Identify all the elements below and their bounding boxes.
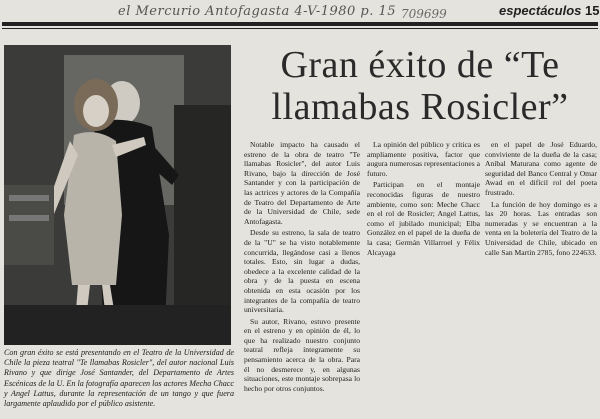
dancers-illustration — [4, 45, 231, 345]
paragraph: Notable impacto ha causado el estreno de la obra de teatro "Te llamabas Rosicler", del autor Luis Rivano, bajo la dirección de José Santander y con la participación de las actrices y actores de la Compañía de Teatro del Departamento de Arte de la Universidad de Chile, sede Antofagasta. — [244, 140, 360, 226]
paragraph: Desde su estreno, la sala de teatro de la "U" se ha visto notablemente concurrida, llegándose casi a llenos totales. Esto, sin lugar a dudas, obedece a la excelente calidad de la obra y de la puesta en escena obtenida en esta ocasión por los integrantes de la compañía de teatro universitaria. — [244, 228, 360, 315]
paragraph: La función de hoy domingo es a las 20 horas. Las entradas son numeradas y se encuentran a la venta en la boletería del Teatro de la Universidad de Chile, ubicado en calle San Martín 2785, fono 224633. — [485, 199, 597, 257]
paragraph: Su autor, Rivano, estuvo presente en el estreno y en opinión de él, lo que ha realizado nuestro conjunto teatral refleja íntegramente su pensamiento acerca de la obra. Para él no desmerece y, en algunas situaciones, este montaje sobrepasa lo hecho por otros conjuntos. — [244, 316, 360, 393]
article-column-1 — [244, 140, 360, 395]
header-rule-thin — [2, 28, 598, 29]
handwritten-source-note: el Mercurio Antofagasta 4-V-1980 p. 15 — [118, 4, 397, 19]
paragraph: La opinión del público y crítica es ampliamente positiva, factor que augura numerosas representaciones a futuro. — [367, 140, 480, 178]
article-column-2 — [367, 140, 480, 259]
paragraph: Participan en el montaje reconocidas figuras de nuestro ambiente, como son: Meche Chacc en el rol de Rosicler; Angel Lattus, como el jubilado municipal; Elba González en el papel de la dueña de la casa; Germán Villarroel y Félix Alcayaga — [367, 180, 480, 257]
header-rule-thick — [2, 22, 598, 26]
article-headline: Gran éxito de “Te llamabas Rosicler” — [271, 44, 569, 128]
paragraph: en el papel de José Eduardo, conviviente de la dueña de la casa; Aníbal Maturana como agente de seguridad del Banco Central y Omar Awad en el difícil rol del poeta frustrado. — [485, 140, 597, 197]
article-column-3 — [485, 140, 597, 259]
archive-stamp: 709699 — [401, 7, 447, 21]
performance-photo — [4, 45, 231, 345]
page-number: 15 — [585, 3, 600, 18]
photo-caption: Con gran éxito se está presentando en el Teatro de la Universidad de Chile la pieza teatral "Te llamabas Rosicler", del autor nacional Luis Rivano y que dirige José Santander, del Departamento de Artes Escénicas de la U. En la fotografía aparecen los actores Mecha Chacc y Angel Lattus, durante la representación de un tango y que fuera largamente aplaudido por el público asistente. — [4, 348, 234, 409]
section-title: espectáculos — [499, 3, 582, 18]
